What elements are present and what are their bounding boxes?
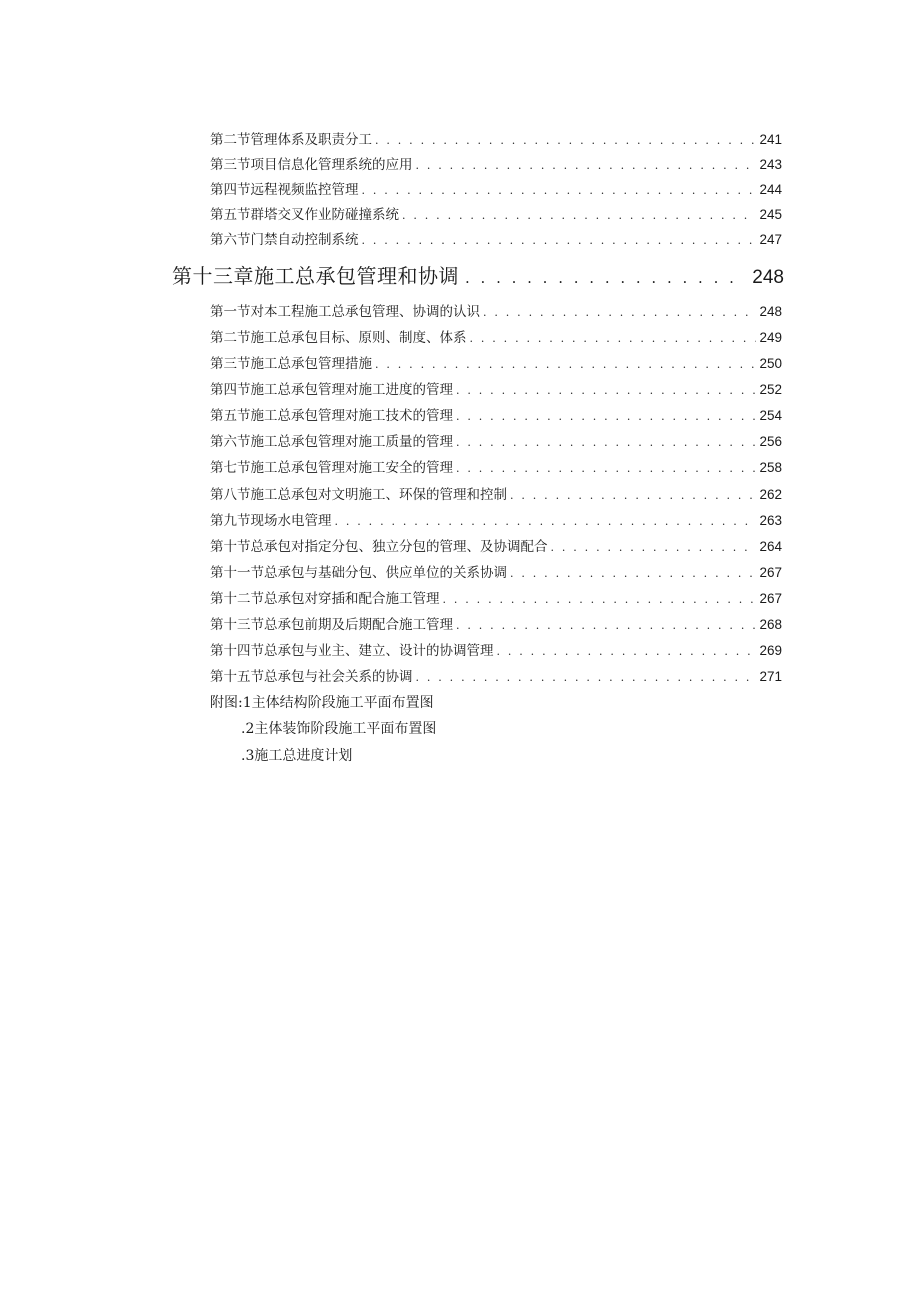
dot-leader [456, 384, 756, 397]
dot-leader [402, 209, 756, 222]
toc-entry-page: 263 [759, 513, 782, 528]
toc-entry[interactable] [210, 639, 782, 659]
dot-leader [456, 410, 756, 423]
toc-entry-title: 第三节项目信息化管理系统的应用 [210, 157, 413, 173]
toc-entry-page: 241 [759, 132, 782, 147]
toc-entry[interactable] [210, 430, 782, 450]
toc-entry-title: 第二节管理体系及职责分工 [210, 132, 372, 148]
toc-entry-title: 第十节总承包对指定分包、独立分包的管理、及协调配合 [210, 539, 548, 555]
toc-entry-title: 第十四节总承包与业主、建立、设计的协调管理 [210, 643, 494, 659]
toc-entry-title: 第三节施工总承包管理措施 [210, 356, 372, 372]
toc-entry-page: 248 [759, 304, 782, 319]
toc-entry-page: 264 [759, 539, 782, 554]
dot-leader [375, 134, 756, 147]
dot-leader [443, 593, 757, 606]
toc-entry[interactable] [210, 456, 782, 476]
toc-entry-title: 第九节现场水电管理 [210, 513, 332, 529]
toc-entry-title: 第五节施工总承包管理对施工技术的管理 [210, 408, 453, 424]
toc-entry-page: 254 [759, 408, 782, 423]
toc-entry-title: 第七节施工总承包管理对施工安全的管理 [210, 460, 453, 476]
dot-leader [510, 489, 756, 502]
appendix-item[interactable]: .3施工总进度计划 [241, 748, 353, 764]
dot-leader [375, 358, 756, 371]
toc-entry-page: 267 [759, 565, 782, 580]
appendix-item[interactable]: .2主体装饰阶段施工平面布置图 [241, 721, 437, 737]
toc-entry-title: 第四节施工总承包管理对施工进度的管理 [210, 382, 453, 398]
toc-entry-title: 第八节施工总承包对文明施工、环保的管理和控制 [210, 487, 507, 503]
toc-entry[interactable] [210, 561, 782, 581]
dot-leader [551, 541, 757, 554]
toc-entry[interactable] [210, 153, 782, 173]
toc-entry-page: 244 [759, 182, 782, 197]
toc-entry-page: 245 [759, 207, 782, 222]
toc-entry[interactable] [210, 509, 782, 529]
toc-entry-title: 第十五节总承包与社会关系的协调 [210, 669, 413, 685]
toc-entry-page: 249 [759, 330, 782, 345]
dot-leader [416, 159, 757, 172]
dot-leader [470, 332, 757, 345]
toc-entry-page: 262 [759, 487, 782, 502]
toc-entry-page: 269 [759, 643, 782, 658]
toc-entry-title: 第五节群塔交叉作业防碰撞系统 [210, 207, 399, 223]
toc-entry[interactable] [210, 404, 782, 424]
dot-leader [497, 645, 757, 658]
toc-entry-title: 第十二节总承包对穿插和配合施工管理 [210, 591, 440, 607]
dot-leader [456, 619, 756, 632]
toc-entry-title: 第四节远程视频监控管理 [210, 182, 359, 198]
dot-leader [362, 234, 757, 247]
toc-entry[interactable] [210, 326, 782, 346]
toc-entry-page: 252 [759, 382, 782, 397]
toc-entry-page: 267 [759, 591, 782, 606]
toc-entry[interactable] [210, 665, 782, 685]
toc-entry-title: 第六节门禁自动控制系统 [210, 232, 359, 248]
toc-entry-title: 第十三节总承包前期及后期配合施工管理 [210, 617, 453, 633]
toc-entry[interactable] [210, 613, 782, 633]
toc-entry[interactable] [210, 587, 782, 607]
toc-entry[interactable] [210, 228, 782, 248]
toc-entry[interactable] [210, 352, 782, 372]
dot-leader [335, 515, 757, 528]
toc-entry-page: 247 [759, 232, 782, 247]
toc-entry-title: 第二节施工总承包目标、原则、制度、体系 [210, 330, 467, 346]
toc-entry[interactable] [210, 203, 782, 223]
toc-entry-page: 268 [759, 617, 782, 632]
toc-chapter-heading[interactable] [172, 260, 784, 288]
toc-chapter-title: 第十三章施工总承包管理和协调 [172, 264, 459, 288]
dot-leader [362, 184, 757, 197]
toc-entry[interactable] [210, 178, 782, 198]
dot-leader [416, 671, 757, 684]
dot-leader [456, 462, 756, 475]
toc-entry-page: 243 [759, 157, 782, 172]
toc-entry[interactable] [210, 483, 782, 503]
toc-entry-title: 第十一节总承包与基础分包、供应单位的关系协调 [210, 565, 507, 581]
dot-leader [510, 567, 756, 580]
dot-leader [456, 436, 756, 449]
toc-entry-page: 256 [759, 434, 782, 449]
toc-entry[interactable] [210, 300, 782, 320]
toc-entry-page: 250 [759, 356, 782, 371]
toc-entry-page: 258 [759, 460, 782, 475]
toc-entry-title: 第六节施工总承包管理对施工质量的管理 [210, 434, 453, 450]
toc-entry-title: 第一节对本工程施工总承包管理、协调的认识 [210, 304, 480, 320]
toc-entry-page: 271 [759, 669, 782, 684]
dot-leader [465, 269, 746, 287]
appendix-item[interactable]: 附图:1主体结构阶段施工平面布置图 [210, 695, 434, 711]
toc-chapter-page: 248 [752, 267, 784, 288]
toc-entry[interactable] [210, 128, 782, 148]
toc-entry[interactable] [210, 535, 782, 555]
dot-leader [483, 306, 756, 319]
toc-entry[interactable] [210, 378, 782, 398]
